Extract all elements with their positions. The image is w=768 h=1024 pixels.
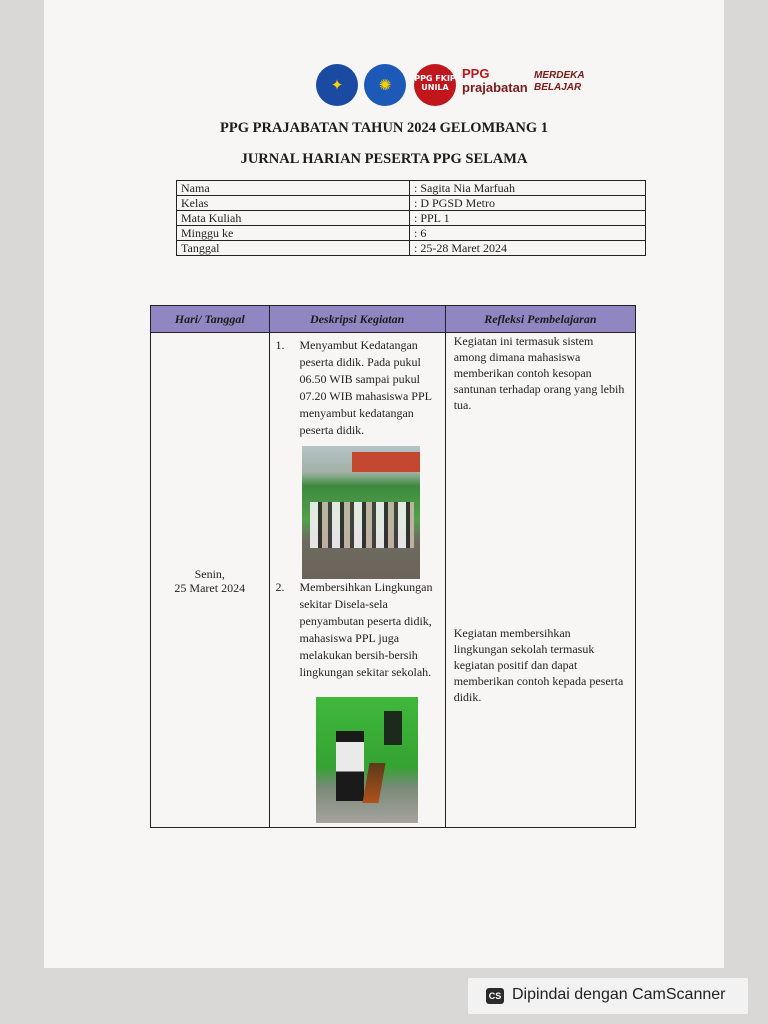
day-cell (151, 333, 270, 828)
journal-header-row (151, 306, 636, 333)
camscanner-text: Dipindai dengan CamScanner (512, 986, 726, 1003)
ppg-fkip-unila-logo: PPG FKIP UNILA (414, 64, 456, 106)
daily-journal-table (150, 305, 636, 828)
document-subtitle: JURNAL HARIAN PESERTA PPG SELAMA (240, 151, 528, 167)
activity-text: Membersihkan Lingkungan sekitar Disela-sela penyambutan peserta didik, mahasiswa PPL juga melakukan bersih-bersih lingkungan sekitar sekolah. (299, 580, 433, 679)
info-row (177, 181, 646, 196)
tut-wuri-handayani-logo: ✦ (316, 64, 358, 106)
info-value: : Sagita Nia Marfuah (410, 181, 646, 196)
document-title: PPG PRAJABATAN TAHUN 2024 GELOMBANG 1 (220, 120, 548, 136)
activity-number: 2. (275, 580, 285, 594)
reflection-text: Kegiatan membersihkan lingkungan sekolah termasuk kegiatan positif dan dapat memberikan contoh kepada peserta didik. (453, 626, 624, 704)
activity-photo-cleaning (316, 697, 418, 823)
info-value: : 6 (410, 226, 646, 241)
kemdikbud-logo: ✺ (364, 64, 406, 106)
reflection-text: Kegiatan ini termasuk sistem among dimana mahasiswa memberikan contoh kesopan santunan terhadap orang yang lebih tua. (453, 334, 625, 412)
info-value: : 25-28 Maret 2024 (410, 241, 646, 256)
info-value: : D PGSD Metro (410, 196, 646, 211)
participant-info-table (176, 180, 646, 256)
header-reflection: Refleksi Pembelajaran (445, 306, 635, 333)
info-row (177, 196, 646, 211)
reflection-cell (445, 333, 635, 828)
info-label: Nama (177, 181, 410, 196)
activity-number: 1. (275, 338, 285, 352)
info-label: Minggu ke (177, 226, 410, 241)
merdeka-belajar-logo: MERDEKA BELAJAR (534, 70, 585, 93)
header-description: Deskripsi Kegiatan (269, 306, 445, 333)
info-label: Mata Kuliah (177, 211, 410, 226)
info-row (177, 241, 646, 256)
camscanner-watermark (468, 978, 748, 1014)
activity-text: Menyambut Kedatangan peserta didik. Pada pukul 06.50 WIB sampai pukul 07.20 WIB mahasiswa PPL menyambut kedatangan peserta didik. (299, 338, 432, 437)
info-label: Tanggal (177, 241, 410, 256)
journal-row (151, 333, 636, 828)
scanned-page (44, 0, 724, 968)
header-day-date: Hari/ Tanggal (151, 306, 270, 333)
info-row (177, 226, 646, 241)
day-date: Senin, 25 Maret 2024 (174, 567, 246, 595)
info-value: : PPL 1 (410, 211, 646, 226)
camscanner-icon: CS (486, 988, 504, 1004)
activity-photo-greeting (302, 446, 420, 579)
logo-strip (316, 62, 585, 108)
info-row (177, 211, 646, 226)
info-label: Kelas (177, 196, 410, 211)
ppg-prajabatan-logo: PPG prajabatan (462, 66, 528, 95)
description-cell (269, 333, 445, 828)
